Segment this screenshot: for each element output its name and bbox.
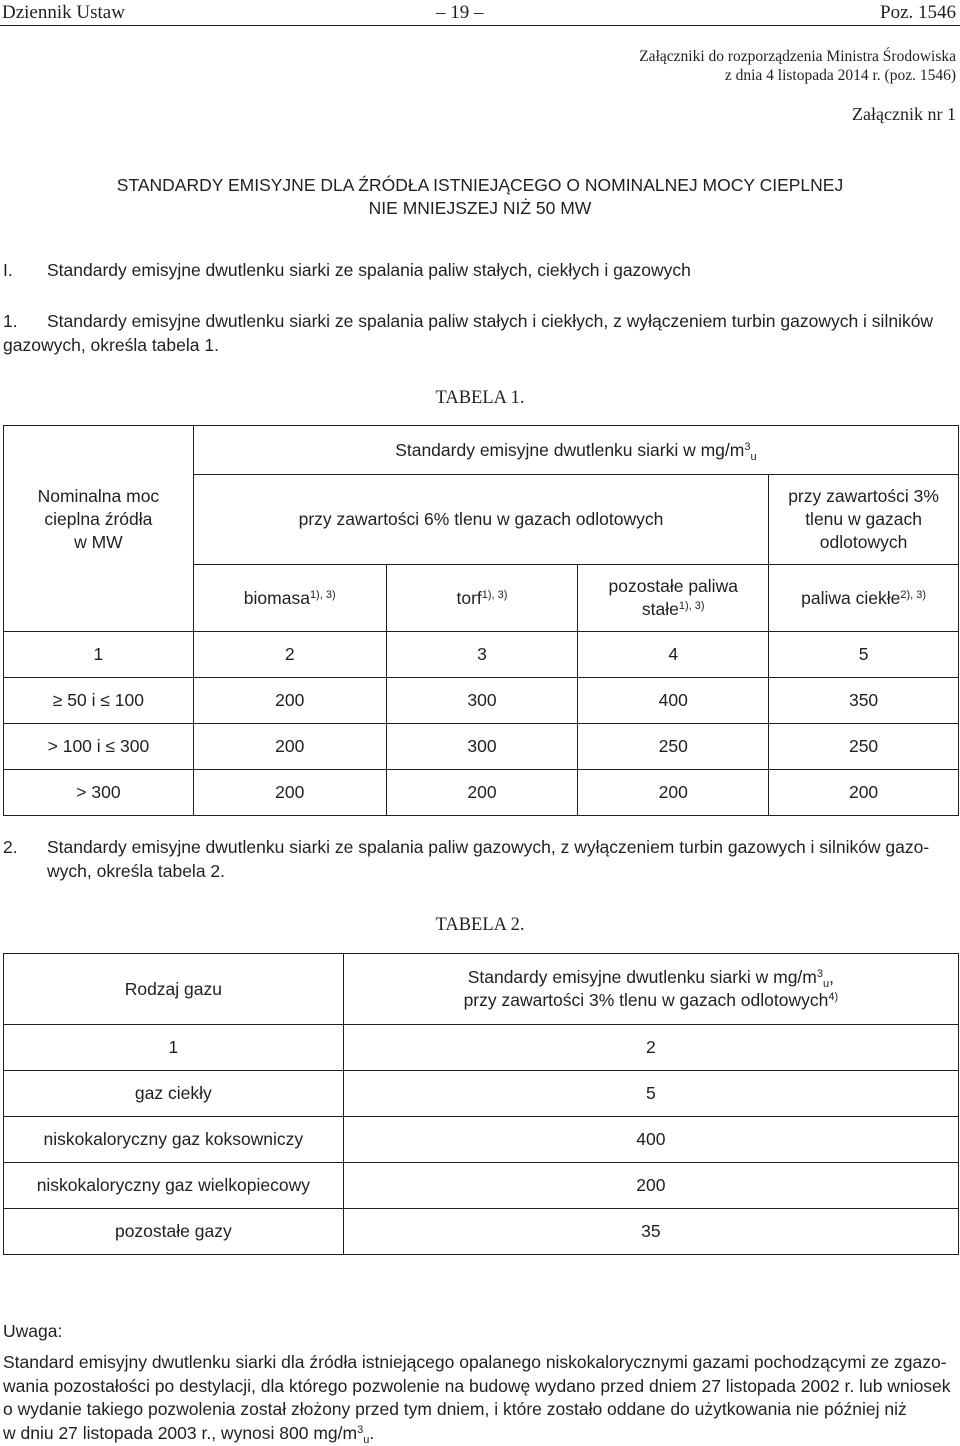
position-number: Poz. 1546 <box>880 2 956 23</box>
main-title-line1: STANDARDY EMISYJNE DLA ŹRÓDŁA ISTNIEJĄCEGO O NOMINALNEJ MOCY CIEPLNEJ <box>116 175 844 195</box>
table-cell: pozostałe gazy <box>4 1209 344 1255</box>
table-1-fuel-ciekle: paliwa ciekłe$^{2), 3)}$ <box>769 565 959 632</box>
annex-number: Załącznik nr 1 <box>852 104 956 124</box>
table-cell: 350 <box>769 678 959 724</box>
table-1-capacity-header-bottom <box>4 565 194 632</box>
main-title <box>0 174 960 220</box>
table-cell: gaz ciekły <box>4 1071 344 1117</box>
table-1-col-number: 2 <box>193 632 386 678</box>
table-cell: 400 <box>578 678 769 724</box>
remark-line2: wania pozostałości po destylacji, dla którego pozwolenie na budowę wydano przed dniem 27 listopada 2002 r. lub wniosek <box>3 1375 951 1396</box>
annex-note-line2: z dnia 4 listopada 2014 r. (poz. 1546) <box>724 67 956 84</box>
table-2-title: TABELA 2. <box>435 915 525 935</box>
table-1-top-header: Standardy emisyjne dwutlenku siarki w $mg/m^3_u$ <box>193 426 958 475</box>
paragraph-1-line1: Standardy emisyjne dwutlenku siarki ze spalania paliw stałych i ciekłych, z wyłączeniem turbin gazowych i silników <box>47 311 934 331</box>
remark-text <box>3 1351 958 1445</box>
paragraph-1-line2: gazowych, określa tabela 1. <box>3 335 219 355</box>
remark-label: Uwaga: <box>3 1321 63 1341</box>
table-1-group-3pct: przy zawartości 3% tlenu w gazach odlotowych <box>769 475 959 565</box>
annex-note-line1: Załączniki do rozporządzenia Ministra Środowiska <box>639 48 956 65</box>
remark-line1: Standard emisyjny dwutlenku siarki dla źródła istniejącego opalanego niskokalorycznymi gazami pochodzącymi ze zgazo- <box>3 1352 947 1372</box>
table-cell: 250 <box>769 724 959 770</box>
table-1 <box>3 425 959 816</box>
table-1-fuel-pozostale: pozostałe paliwa stałe$^{1), 3)}$ <box>578 565 769 632</box>
table-cell: 35 <box>343 1209 958 1255</box>
table-1-col-number: 4 <box>578 632 769 678</box>
main-title-line2: NIE MNIEJSZEJ NIŻ 50 MW <box>368 198 592 218</box>
table-1-group-6pct: przy zawartości 6% tlenu w gazach odlotowych <box>193 475 768 565</box>
table-cell: ≥ 50 i ≤ 100 <box>4 678 194 724</box>
table-cell: 200 <box>193 678 386 724</box>
table-2-header-standard: Standardy emisyjne dwutlenku siarki w $mg/m^3_u$, przy zawartości 3% tlenu w gazach odlotowych$^{4)}$ <box>343 954 958 1025</box>
remark-line3: o wydanie takiego pozwolenia został złożony przed tym dniem, i które zostało oddane do użytkowania nie później niż <box>3 1399 907 1419</box>
table-cell: 200 <box>578 770 769 816</box>
section-number: I. <box>3 260 13 280</box>
paragraph-2-line1: Standardy emisyjne dwutlenku siarki ze spalania paliw gazowych, z wyłączeniem turbin gazowych i silników gazo- <box>47 837 930 857</box>
table-row <box>4 1071 959 1117</box>
table-2-col-number: 2 <box>343 1025 958 1071</box>
table-row <box>4 1163 959 1209</box>
table-cell: 200 <box>343 1163 958 1209</box>
table-cell: > 100 i ≤ 300 <box>4 724 194 770</box>
table-cell: 200 <box>386 770 578 816</box>
table-1-number-row <box>4 632 959 678</box>
table-2 <box>3 953 959 1255</box>
section-heading: Standardy emisyjne dwutlenku siarki ze spalania paliw stałych, ciekłych i gazowych <box>47 260 691 280</box>
table-1-col-number: 5 <box>769 632 959 678</box>
table-cell: 300 <box>386 678 578 724</box>
table-1-col-number: 1 <box>4 632 194 678</box>
table-cell: > 300 <box>4 770 194 816</box>
table-cell: 200 <box>769 770 959 816</box>
table-1-title: TABELA 1. <box>435 388 525 408</box>
table-row <box>4 724 959 770</box>
paragraph-2-number: 2. <box>3 837 18 857</box>
table-2-col-number: 1 <box>4 1025 344 1071</box>
paragraph-1-number: 1. <box>3 311 18 331</box>
table-cell: 400 <box>343 1117 958 1163</box>
table-row <box>4 1209 959 1255</box>
table-1-fuel-torf: torf$^{1), 3)}$ <box>386 565 578 632</box>
table-cell: niskokaloryczny gaz wielkopiecowy <box>4 1163 344 1209</box>
table-cell: 300 <box>386 724 578 770</box>
remark-line4: w dniu 27 listopada 2003 r., wynosi 800 $mg/m^3_u$. <box>3 1422 375 1446</box>
table-cell: 5 <box>343 1071 958 1117</box>
table-2-header-gas-type: Rodzaj gazu <box>4 954 344 1025</box>
page-number: – 19 – <box>436 2 484 23</box>
journal-name: Dziennik Ustaw <box>2 2 125 23</box>
header-rule <box>0 25 960 26</box>
table-row <box>4 770 959 816</box>
table-cell: 250 <box>578 724 769 770</box>
table-1-capacity-header: Nominalna moc cieplna źródła w MW <box>4 475 194 565</box>
table-1-col-number: 3 <box>386 632 578 678</box>
annex-note <box>639 47 956 85</box>
table-row <box>4 1117 959 1163</box>
paragraph-2-line2: wych, określa tabela 2. <box>47 861 226 881</box>
table-row <box>4 678 959 724</box>
table-cell: 200 <box>193 770 386 816</box>
table-1-fuel-biomasa: biomasa$^{1), 3)}$ <box>193 565 386 632</box>
table-cell: 200 <box>193 724 386 770</box>
table-2-number-row <box>4 1025 959 1071</box>
table-cell: niskokaloryczny gaz koksowniczy <box>4 1117 344 1163</box>
table-1-corner <box>4 426 194 475</box>
